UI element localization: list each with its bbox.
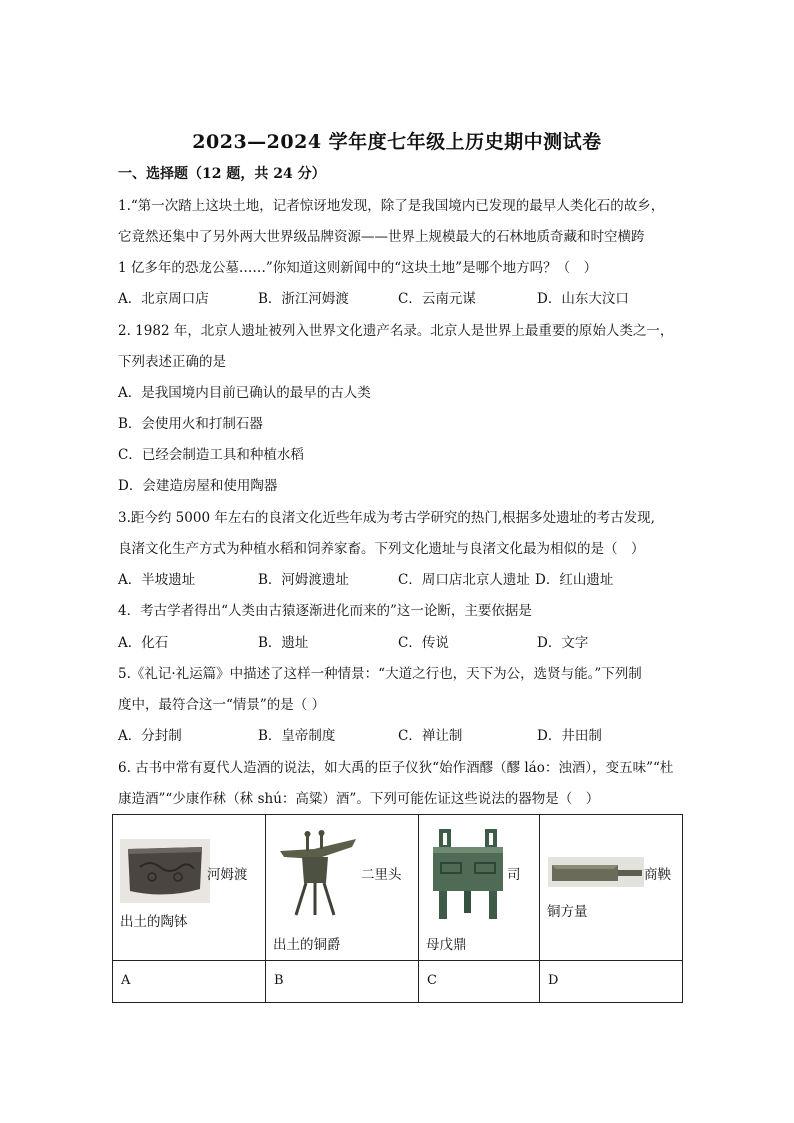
cell-c-caption-top: 司 bbox=[507, 867, 521, 883]
question-2-line-2: 下列表述正确的是 bbox=[118, 354, 226, 370]
cell-d-caption-bottom: 铜方量 bbox=[547, 904, 588, 920]
cell-c-image bbox=[419, 815, 540, 961]
cell-c-letter: C bbox=[427, 973, 437, 988]
page-title: 2023—2024 学年度七年级上历史期中测试卷 bbox=[192, 131, 602, 153]
section-heading: 一、选择题（12 题，共 24 分） bbox=[118, 166, 326, 182]
cell-d-image bbox=[540, 815, 683, 961]
cell-b-caption-top: 二里头 bbox=[361, 867, 402, 883]
pottery-bowl-image bbox=[120, 839, 210, 903]
cell-d-letter: D bbox=[548, 973, 559, 988]
question-1-option-d: D．山东大汶口 bbox=[537, 291, 629, 307]
question-3-option-b: B．河姆渡遗址 bbox=[258, 572, 349, 588]
question-1-line-3: 1 亿多年的恐龙公墓……”你知道这则新闻中的“这块土地”是哪个地方吗？（ ） bbox=[118, 260, 598, 276]
question-4-option-b: B．遗址 bbox=[258, 635, 309, 651]
question-3-option-c: C．周口店北京人遗址 bbox=[398, 572, 530, 588]
question-3-option-a: A．半坡遗址 bbox=[118, 572, 196, 588]
question-4-option-c: C．传说 bbox=[398, 635, 449, 651]
question-4-option-d: D．文字 bbox=[537, 635, 589, 651]
cell-a-caption-top: 河姆渡 bbox=[207, 867, 248, 883]
question-2-option-c: C．已经会制造工具和种植水稻 bbox=[118, 447, 304, 463]
cell-d-letter-cell bbox=[540, 961, 683, 1003]
cell-a-image bbox=[113, 815, 266, 961]
question-5-option-b: B．皇帝制度 bbox=[258, 728, 336, 744]
question-6-line-1: 6. 古书中常有夏代人造酒的说法，如大禹的臣子仪狄“始作酒醪（醪 láo：浊酒），变五味”“杜 bbox=[118, 760, 674, 776]
question-5-option-d: D．井田制 bbox=[537, 728, 602, 744]
question-1-line-1: 1.“第一次踏上这块土地，记者惊讶地发现，除了是我国境内已发现的最早人类化石的故乡， bbox=[118, 198, 665, 214]
question-1-option-b: B．浙江河姆渡 bbox=[258, 291, 349, 307]
bronze-ding-image bbox=[427, 829, 509, 921]
question-3-line-2: 良渚文化生产方式为种植水稻和饲养家畜。下列文化遗址与良渚文化最为相似的是（ ） bbox=[118, 541, 645, 557]
question-5-option-c: C．禅让制 bbox=[398, 728, 463, 744]
cell-c-letter-cell bbox=[419, 961, 540, 1003]
cell-a-letter-cell bbox=[113, 961, 266, 1003]
question-2-option-a: A．是我国境内目前已确认的最早的古人类 bbox=[118, 385, 371, 401]
question-5-line-2: 度中，最符合这一“情景”的是（ ） bbox=[118, 697, 326, 713]
cell-b-letter-cell bbox=[266, 961, 419, 1003]
question-3-option-d: D．红山遗址 bbox=[535, 572, 614, 588]
question-2-line-1: 2. 1982 年，北京人遗址被列入世界文化遗产名录。北京人是世界上最重要的原始人类之一， bbox=[118, 323, 674, 339]
cell-d-caption-top: 商鞅 bbox=[644, 867, 671, 883]
question-1-line-2: 它竟然还集中了另外两大世界级品牌资源——世界上规模最大的石林地质奇藏和时空横跨 bbox=[118, 229, 645, 245]
question-5-option-a: A．分封制 bbox=[118, 728, 182, 744]
question-2-option-b: B．会使用火和打制石器 bbox=[118, 416, 263, 432]
bronze-jue-image bbox=[276, 829, 362, 917]
cell-a-caption-bottom: 出土的陶钵 bbox=[120, 914, 188, 930]
question-6-line-2: 康造酒”“少康作秫（秫 shú：高粱）酒”。下列可能佐证这些说法的器物是（ ） bbox=[118, 791, 600, 807]
question-3-line-1: 3.距今约 5000 年左右的良渚文化近些年成为考古学研究的热门,根据多处遗址的考古发现, bbox=[118, 510, 655, 526]
letter-row bbox=[113, 961, 683, 1003]
cell-c-caption-bottom: 母戊鼎 bbox=[426, 937, 467, 953]
question-5-line-1: 5.《礼记·礼运篇》中描述了这样一种情景：“大道之行也，天下为公，选贤与能。”下列制 bbox=[118, 666, 642, 682]
question-1-option-a: A．北京周口店 bbox=[118, 291, 209, 307]
question-4-option-a: A．化石 bbox=[118, 635, 169, 651]
cell-a-letter: A bbox=[121, 973, 131, 988]
cell-b-letter: B bbox=[274, 973, 284, 988]
image-row bbox=[113, 815, 683, 961]
cell-b-caption-bottom: 出土的铜爵 bbox=[273, 937, 341, 953]
question-6-image-table bbox=[112, 814, 683, 1003]
question-2-option-d: D．会建造房屋和使用陶器 bbox=[118, 478, 278, 494]
bronze-measure-image bbox=[548, 857, 644, 887]
question-4-line-1: 4．考古学者得出“人类由古猿逐渐进化而来的”这一论断，主要依据是 bbox=[118, 603, 532, 619]
cell-b-image bbox=[266, 815, 419, 961]
question-1-option-c: C．云南元谋 bbox=[398, 291, 476, 307]
